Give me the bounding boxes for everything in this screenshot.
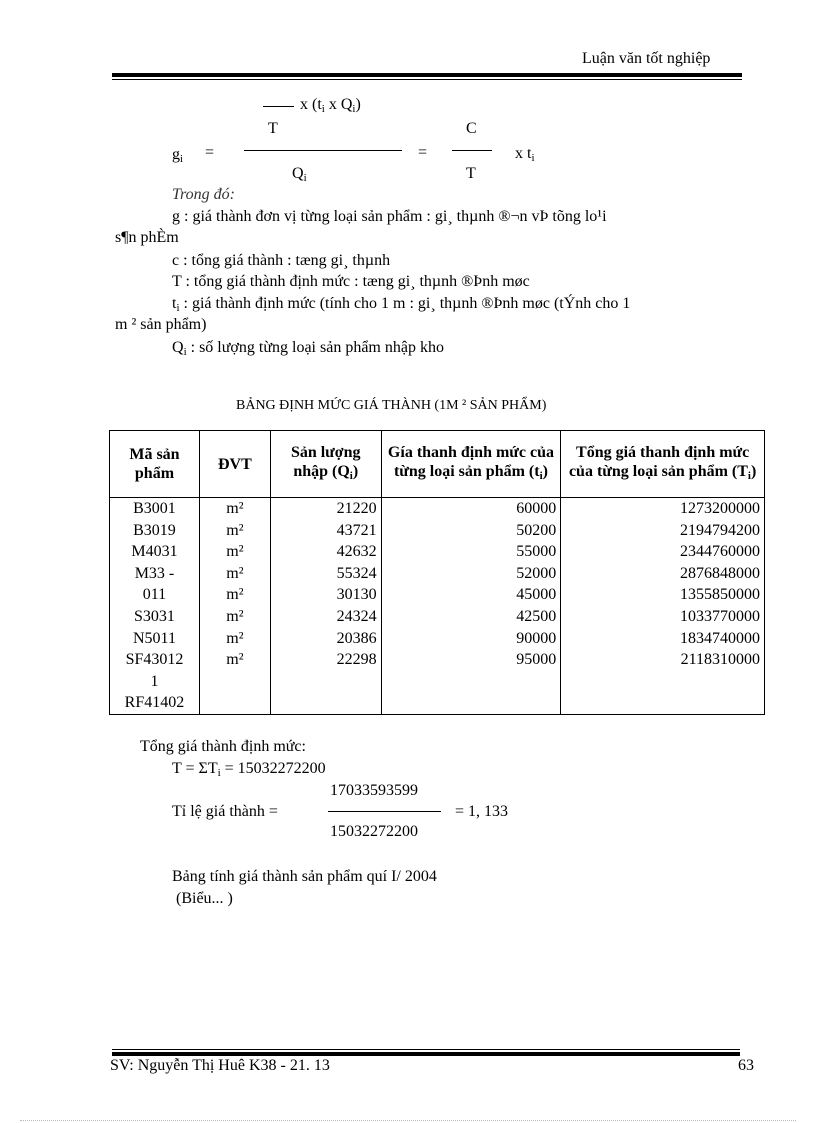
header-rule-thick: [112, 73, 742, 77]
formula-top-end: ): [355, 96, 361, 113]
col-header-qty-close: ): [352, 462, 359, 480]
col-header-qty: [270, 431, 381, 498]
formula-x-ti-i: i: [531, 152, 535, 164]
formula-top-i2: i: [352, 103, 356, 115]
ratio-label: Tỉ lệ giá thành =: [172, 803, 278, 820]
table-row: [110, 671, 765, 693]
cell-qty: 24324: [270, 606, 381, 628]
definition-t-i: i: [176, 302, 180, 314]
cell-price: [381, 692, 561, 714]
cell-total: 2118310000: [561, 649, 765, 671]
cell-price: 50200: [381, 520, 561, 542]
formula-small-bar: [263, 106, 294, 107]
definition-c: c : tổng giá thành : tæng gi¸ thµnh: [172, 252, 391, 269]
cell-price: 45000: [381, 584, 561, 606]
header-title: Luận văn tốt nghiệp: [582, 50, 711, 67]
formula-Q-i: i: [303, 172, 307, 184]
formula-top-expr: x (t: [300, 96, 322, 113]
cell-qty: 42632: [270, 541, 381, 563]
table-row: [110, 628, 765, 650]
formula-x-ti-text: x t: [515, 145, 532, 162]
cell-price: [381, 671, 561, 693]
cell-unit: m²: [199, 498, 270, 520]
table-caption: BẢNG ĐỊNH MỨC GIÁ THÀNH (1M ² SẢN PHẨM): [236, 398, 547, 413]
cell-unit: [199, 692, 270, 714]
cell-total: 1834740000: [561, 628, 765, 650]
cell-unit: m²: [199, 563, 270, 585]
cell-total: 2194794200: [561, 520, 765, 542]
col-header-code: Mã sản phẩm: [110, 431, 200, 498]
closing-line2: (Biểu... ): [176, 890, 233, 907]
cell-code: M33 -: [110, 563, 200, 585]
col-header-total: [561, 431, 765, 498]
cell-unit: m²: [199, 584, 270, 606]
ratio-numerator: 17033593599: [330, 782, 418, 799]
formula-top: [300, 96, 361, 115]
footer-page-number: 63: [738, 1057, 754, 1074]
cell-qty: 22298: [270, 649, 381, 671]
formula-Q-text: Q: [292, 165, 304, 182]
cell-code: S3031: [110, 606, 200, 628]
footer-rule-thin: [112, 1049, 740, 1050]
definition-Q: [172, 339, 444, 358]
cell-total: [561, 692, 765, 714]
cell-price: 60000: [381, 498, 561, 520]
cell-qty: 43721: [270, 520, 381, 542]
table-row: [110, 498, 765, 520]
header-rule-thin: [112, 79, 742, 80]
cell-unit: m²: [199, 520, 270, 542]
cell-total: 2876848000: [561, 563, 765, 585]
definition-Q-symbol: Q: [172, 339, 184, 356]
cell-code: RF41402: [110, 692, 200, 714]
table-row: [110, 692, 765, 714]
col-header-price-i: i: [539, 469, 543, 482]
definition-Q-i: i: [183, 346, 187, 358]
cell-total: 1355850000: [561, 584, 765, 606]
definition-T: T : tổng giá thành định mức : tæng gi¸ thµnh ®Þnh møc: [172, 273, 530, 290]
formula-g-i: i: [180, 153, 184, 165]
cell-unit: m²: [199, 606, 270, 628]
formula-top-mid: x Q: [324, 96, 353, 113]
cell-price: 90000: [381, 628, 561, 650]
col-header-price-close: ): [542, 462, 548, 480]
cell-price: 52000: [381, 563, 561, 585]
cell-unit: [199, 671, 270, 693]
summary-T-eq: T = ΣT: [172, 760, 218, 777]
col-header-unit: ĐVT: [199, 431, 270, 498]
cell-qty: 55324: [270, 563, 381, 585]
cell-code: M4031: [110, 541, 200, 563]
cell-total: [561, 671, 765, 693]
cell-unit: m²: [199, 628, 270, 650]
cell-code: 011: [110, 584, 200, 606]
footer-author: SV: Nguyễn Thị Huê K38 - 21. 13: [110, 1057, 330, 1074]
col-header-total-close: ): [750, 462, 757, 480]
cell-qty: 20386: [270, 628, 381, 650]
cell-code: B3001: [110, 498, 200, 520]
norm-table: [109, 430, 765, 715]
cell-qty: 21220: [270, 498, 381, 520]
ratio-fraction-bar: [328, 811, 441, 812]
col-header-qty-text: Sản lượng nhập (Q: [290, 443, 361, 480]
cell-price: 42500: [381, 606, 561, 628]
col-header-total-text: Tổng giá thanh định mức của từng loại sản phẩm (T: [568, 443, 750, 480]
closing-line1: Bảng tính giá thành sản phẩm quí I/ 2004: [172, 868, 437, 885]
cell-price: 55000: [381, 541, 561, 563]
table-row: [110, 584, 765, 606]
formula-g: [172, 146, 183, 165]
col-header-price-text: Gía thanh định mức của từng loại sản phẩm (t: [387, 443, 555, 480]
col-header-price: [381, 431, 561, 498]
definitions-trong-do: Trong đó:: [172, 186, 235, 203]
formula-T-bottom: T: [466, 165, 476, 182]
cell-total: 1033770000: [561, 606, 765, 628]
cell-qty: 30130: [270, 584, 381, 606]
col-header-qty-i: i: [349, 469, 353, 482]
table-row: [110, 520, 765, 542]
summary-T-value: = 15032272200: [220, 760, 326, 777]
table-row: [110, 563, 765, 585]
summary-T-sub: i: [217, 767, 221, 779]
formula-eq2: =: [418, 144, 428, 161]
cell-code: SF43012: [110, 649, 200, 671]
summary-T: [172, 760, 326, 779]
table-row: [110, 541, 765, 563]
formula-right-fraction-bar: [452, 150, 492, 151]
cell-code: 1: [110, 671, 200, 693]
footer-rule-thick: [112, 1052, 740, 1056]
formula-C-right: C: [466, 120, 477, 137]
formula-g-label: g: [172, 146, 180, 163]
summary-heading: Tổng giá thành định mức:: [140, 738, 306, 755]
cell-total: 1273200000: [561, 498, 765, 520]
cell-unit: m²: [199, 649, 270, 671]
definition-Q-text: : số lượng từng loại sản phẩm nhập kho: [186, 339, 444, 356]
formula-top-i: i: [321, 103, 325, 115]
definition-g: g : giá thành đơn vị từng loại sản phẩm : gi¸ thµnh ®¬n vÞ tõng lo¹i: [172, 208, 607, 225]
ratio-result: = 1, 133: [455, 803, 509, 820]
table-row: [110, 649, 765, 671]
page-bottom-dotted-line: [20, 1120, 796, 1121]
formula-T-left: T: [268, 120, 278, 137]
formula-main-fraction-bar: [244, 150, 402, 151]
cell-code: N5011: [110, 628, 200, 650]
definition-g-cont: s¶n phÈm: [115, 229, 179, 246]
definition-t: [172, 295, 630, 314]
formula-x-ti: [515, 145, 535, 164]
definition-t-text: : giá thành định mức (tính cho 1 m : gi¸ thµnh ®Þnh møc (tÝnh cho 1: [179, 295, 631, 312]
formula-Q-bottom: [292, 165, 307, 184]
ratio-denominator: 15032272200: [330, 823, 418, 840]
definition-t-cont: m ² sản phẩm): [115, 316, 207, 333]
cell-unit: m²: [199, 541, 270, 563]
cell-qty: [270, 692, 381, 714]
cell-qty: [270, 671, 381, 693]
cell-total: 2344760000: [561, 541, 765, 563]
cell-price: 95000: [381, 649, 561, 671]
table-row: [110, 606, 765, 628]
cell-code: B3019: [110, 520, 200, 542]
formula-eq1: =: [205, 144, 215, 161]
definition-t-symbol: t: [172, 295, 177, 312]
col-header-total-i: i: [747, 469, 751, 482]
